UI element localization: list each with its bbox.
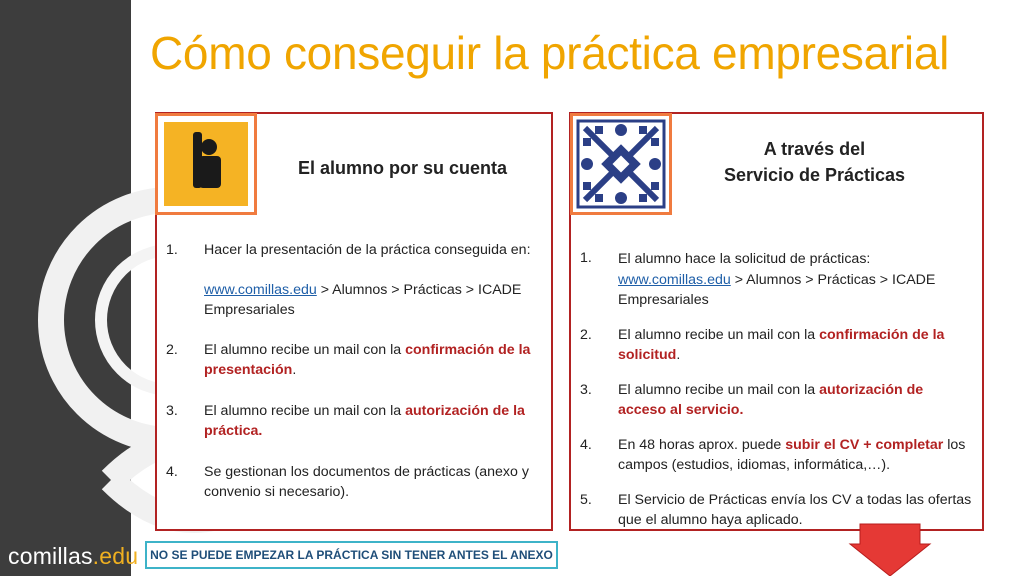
right-steps-list — [580, 248, 974, 530]
left-card-heading: El alumno por su cuenta — [297, 158, 508, 178]
annex-notice: NO SE PUEDE EMPEZAR LA PRÁCTICA SIN TENER ANTES EL ANEXO — [145, 541, 558, 569]
list-item: 5. El Servicio de Prácticas envía los CV a todas las ofertas que el alumno haya aplicado. — [580, 492, 972, 528]
list-item: 2. El alumno recibe un mail con la confirmación de la solicitud. — [580, 327, 945, 363]
list-item: 4. En 48 horas aprox. puede subir el CV + completar los campos (estudios, idiomas, informática,…). — [580, 437, 966, 473]
right-card-heading: A través del Servicio de Prácticas — [723, 139, 906, 185]
tile-pattern-icon — [570, 113, 672, 215]
list-item: 2. El alumno recibe un mail con la confirmación de la presentación. — [166, 342, 531, 378]
list-item: 3. El alumno recibe un mail con la autorización de la práctica. — [166, 403, 525, 439]
page-title: Cómo conseguir la práctica empresarial — [150, 27, 950, 79]
list-item: 3. El alumno recibe un mail con la autorización de acceso al servicio. — [580, 382, 924, 418]
list-item: 1. El alumno hace la solicitud de prácticas: www.comillas.edu > Alumnos > Prácticas > ICADE Empresariales — [580, 250, 936, 308]
list-item: 1. Hacer la presentación de la práctica conseguida en: www.comillas.edu > Alumnos > Prácticas > ICADE Empresariales — [166, 242, 531, 318]
comillas-link[interactable]: www.comillas.edu — [618, 272, 731, 288]
left-steps-list — [166, 240, 541, 502]
raised-hand-student-icon — [155, 113, 257, 215]
list-item: 4. Se gestionan los documentos de prácticas (anexo y convenio si necesario). — [166, 464, 529, 500]
comillas-link[interactable]: www.comillas.edu — [204, 282, 317, 298]
down-arrow-icon — [850, 524, 930, 576]
brand-logo: comillas.edu — [8, 543, 139, 569]
